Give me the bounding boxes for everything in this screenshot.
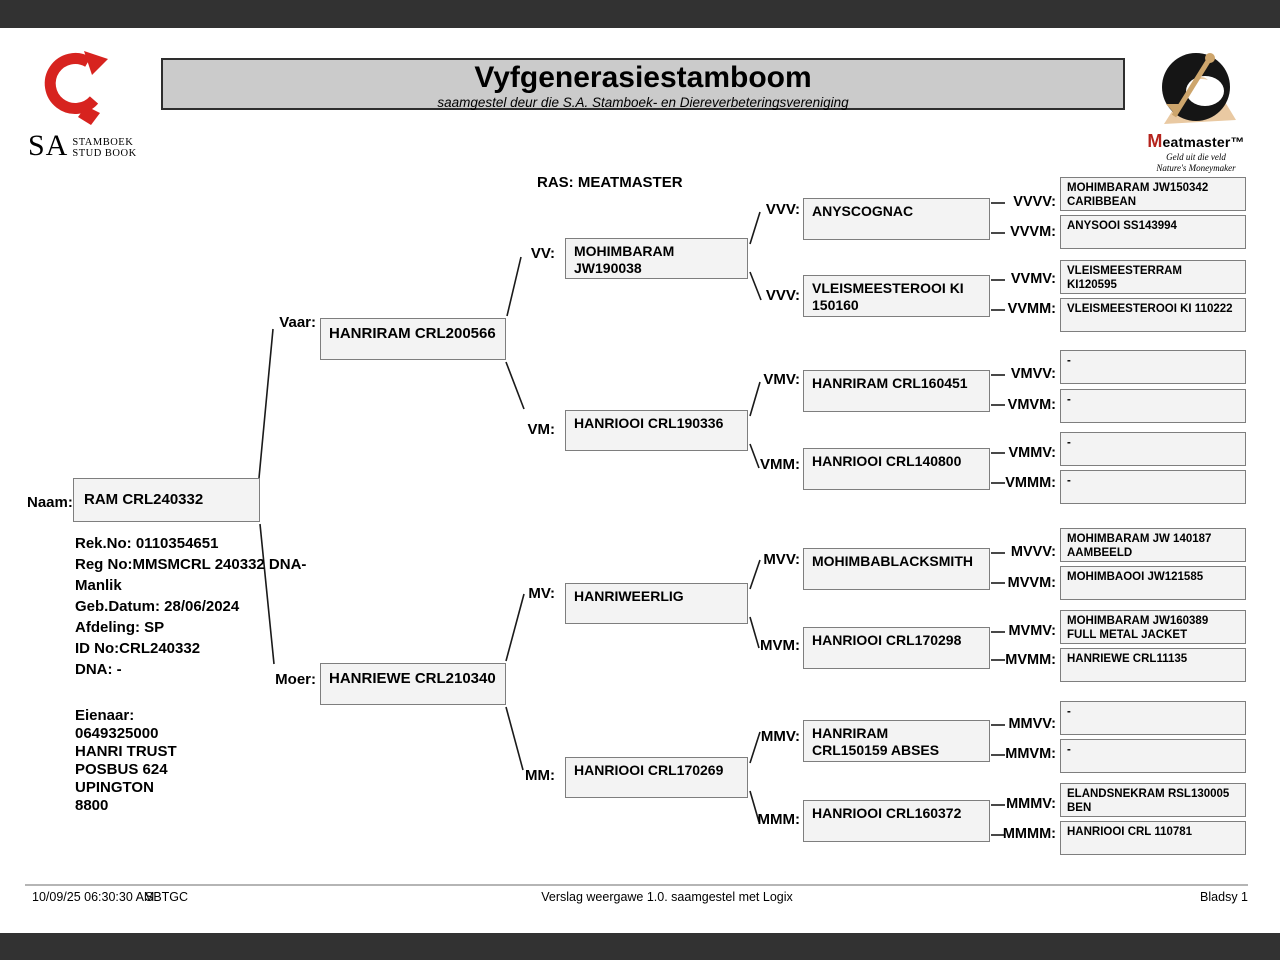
footer-code: SBTGC (145, 890, 189, 904)
gen4-label-vvv: VVV: (765, 201, 800, 218)
owner-line: HANRI TRUST (75, 743, 177, 760)
gen4-label-mvm: MVM: (760, 637, 800, 654)
detail-line: ID No:CRL240332 (75, 640, 201, 657)
footer-timestamp: 10/09/25 06:30:30 AM (32, 890, 155, 904)
gen5-label-vmmv: VMMV: (1008, 445, 1056, 461)
gen3-label-mm: MM: (525, 767, 555, 784)
dam-label: Moer: (275, 671, 316, 688)
gen5-label-vvmv: VVMV: (1010, 271, 1056, 287)
animal-box-vvvv: MOHIMBARAM JW150342 CARIBBEAN (1060, 177, 1246, 211)
sire-label: Vaar: (279, 314, 316, 331)
sa-logo-line1: STAMBOEK (72, 137, 134, 148)
gen5-label-vvmm: VVMM: (1007, 301, 1056, 317)
animal-box-vvmv: VLEISMEESTERRAM KI120595 (1060, 260, 1246, 294)
gen5-label-mvvv: MVVV: (1010, 544, 1056, 560)
animal-box-mm: HANRIOOI CRL170269 (565, 757, 748, 798)
animal-box-mmvm: - (1060, 739, 1246, 773)
detail-line: Geb.Datum: 28/06/2024 (75, 598, 240, 615)
gen5-label-mvmm: MVMM: (1005, 652, 1056, 668)
animal-box-mmmm: HANRIOOI CRL 110781 (1060, 821, 1246, 855)
gen5-label-mmmv: MMMV: (1006, 796, 1056, 812)
animal-box-vmvm: - (1060, 389, 1246, 423)
subject-details (75, 533, 327, 680)
gen3-label-mv: MV: (528, 585, 555, 602)
animal-box-vv: MOHIMBARAM JW190038 (565, 238, 748, 279)
gen5-label-mmmm: MMMM: (1002, 826, 1056, 842)
report-subtitle: saamgestel deur die S.A. Stamboek- en Diereverbeteringsvereniging (437, 95, 849, 110)
footer-note: Verslag weergawe 1.0. saamgestel met Logix (541, 890, 793, 904)
animal-box-vvvm: ANYSOOI SS143994 (1060, 215, 1246, 249)
animal-box-vmmv: - (1060, 432, 1246, 466)
animal-box-vmvv: - (1060, 350, 1246, 384)
meatmaster-tagline-english: Nature's Moneymaker (1156, 163, 1236, 173)
footer-divider (25, 884, 1248, 886)
sa-logo-initials: SA (28, 129, 69, 162)
naam-label: Naam: (27, 494, 73, 511)
gen5-label-mvvm: MVVM: (1007, 575, 1056, 591)
animal-box-vmmm: - (1060, 470, 1246, 504)
animal-box-mvm: HANRIOOI CRL170298 (803, 627, 990, 669)
animal-box-mv: HANRIWEERLIG (565, 583, 748, 624)
detail-line: Reg No:MMSMCRL 240332 DNA- (75, 556, 307, 573)
animal-box-vvmm: VLEISMEESTEROOI KI 110222 (1060, 298, 1246, 332)
sa-logo-line2: STUD BOOK (72, 148, 137, 159)
gen4-label-mmm: MMM: (757, 811, 800, 828)
owner-line: 0649325000 (75, 725, 159, 742)
gen5-label-vmvm: VMVM: (1007, 397, 1056, 413)
gen4-label-mvv: MVV: (763, 551, 800, 568)
animal-box-subject: RAM CRL240332 (73, 478, 260, 522)
gen5-label-vmvv: VMVV: (1010, 366, 1056, 382)
gen4-label-mmv: MMV: (760, 728, 800, 745)
detail-line: Manlik (75, 577, 122, 594)
gen3-label-vv: VV: (530, 245, 555, 262)
gen4-label-vvm: VVV: (765, 287, 800, 304)
animal-box-vmm: HANRIOOI CRL140800 (803, 448, 990, 490)
gen5-label-mvmv: MVMV: (1008, 623, 1056, 639)
animal-box-mvvv: MOHIMBARAM JW 140187 AAMBEELD (1060, 528, 1246, 562)
gen4-label-vmm: VMM: (760, 456, 800, 473)
animal-box-sire: HANRIRAM CRL200566 (320, 318, 506, 360)
detail-line: DNA: - (75, 661, 122, 678)
meatmaster-tagline-afrikaans: Geld uit die veld (1166, 152, 1226, 162)
meatmaster-wordmark: Meatmaster™ (1147, 131, 1245, 151)
breed-label: RAS: MEATMASTER (537, 174, 683, 191)
animal-box-mmmv: ELANDSNEKRAM RSL130005 BEN (1060, 783, 1246, 817)
animal-box-vvv: ANYSCOGNAC (803, 198, 990, 240)
animal-box-mmv: HANRIRAM CRL150159 ABSES (803, 720, 990, 762)
owner-line: UPINGTON (75, 779, 154, 796)
detail-line: Rek.No: 0110354651 (75, 535, 219, 552)
owner-details (75, 707, 315, 815)
owner-line: 8800 (75, 797, 109, 814)
gen5-label-mmvv: MMVV: (1008, 716, 1056, 732)
animal-box-mvvm: MOHIMBAOOI JW121585 (1060, 566, 1246, 600)
gen5-label-vvvv: VVVV: (1013, 194, 1056, 210)
report-title: Vyfgenerasiestamboom (474, 61, 812, 94)
owner-line: Eienaar: (75, 707, 135, 724)
animal-box-dam: HANRIEWE CRL210340 (320, 663, 506, 705)
animal-box-vmv: HANRIRAM CRL160451 (803, 370, 990, 412)
footer-page-number: Bladsy 1 (1200, 890, 1248, 904)
detail-line: Afdeling: SP (75, 619, 165, 636)
gen5-label-mmvm: MMVM: (1005, 746, 1056, 762)
animal-box-vvm: VLEISMEESTEROOI KI 150160 (803, 275, 990, 317)
animal-box-mmvv: - (1060, 701, 1246, 735)
animal-box-mvmm: HANRIEWE CRL11135 (1060, 648, 1246, 682)
animal-box-mmm: HANRIOOI CRL160372 (803, 800, 990, 842)
animal-box-mvv: MOHIMBABLACKSMITH (803, 548, 990, 590)
animal-box-vm: HANRIOOI CRL190336 (565, 410, 748, 451)
gen5-label-vmmm: VMMM: (1005, 475, 1056, 491)
gen4-label-vmv: VMV: (763, 371, 800, 388)
gen5-label-vvvm: VVVM: (1010, 224, 1056, 240)
gen3-label-vm: VM: (527, 421, 555, 438)
animal-box-mvmv: MOHIMBARAM JW160389 FULL METAL JACKET (1060, 610, 1246, 644)
owner-line: POSBUS 624 (75, 761, 168, 778)
